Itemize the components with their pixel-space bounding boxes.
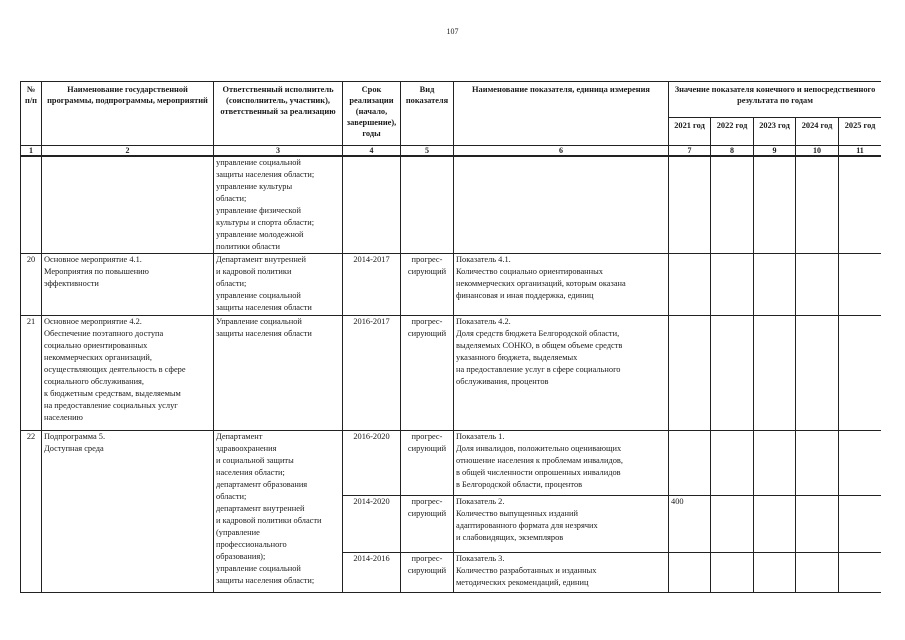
row-name	[42, 156, 214, 254]
row-name: Основное мероприятие 4.2. Обеспечение поэтапного доступа социально ориентированных некоммерческих организаций, осуществляющих деятельность в сфере социального обслуживания, к бюджетным средствам, выделяемым на предоставление социальных услуг населению	[42, 316, 214, 431]
row-value-2021	[669, 254, 711, 316]
row-num: 20	[21, 254, 42, 316]
column-number: 2	[42, 146, 214, 157]
row-indicator: Показатель 1. Доля инвалидов, положительно оценивающих отношение населения к проблемам инвалидов, в общей численности опрошенных инвалидов в Белгородской области, процентов	[454, 431, 669, 496]
row-indicator: Показатель 4.1. Количество социально ориентированных некоммерческих организаций, которым оказана финансовая и иная поддержка, единиц	[454, 254, 669, 316]
row-value-2022	[711, 156, 754, 254]
indicator-table-container	[20, 81, 881, 601]
row-value-2024	[796, 553, 839, 593]
row-type: прогрес- сирующий	[401, 254, 454, 316]
column-number: 11	[839, 146, 882, 157]
row-value-2022	[711, 431, 754, 496]
row-period: 2014-2016	[343, 553, 401, 593]
row-value-2023	[754, 496, 796, 553]
row-period: 2016-2020	[343, 431, 401, 496]
row-executor: Департамент внутренней и кадровой политики области; управление социальной защиты населения области	[214, 254, 343, 316]
row-executor: Управление социальной защиты населения области	[214, 316, 343, 431]
row-period: 2014-2017	[343, 254, 401, 316]
row-value-2021	[669, 316, 711, 431]
row-value-2023	[754, 553, 796, 593]
row-value-2025	[839, 156, 882, 254]
row-type: прогрес- сирующий	[401, 496, 454, 553]
row-value-2022	[711, 316, 754, 431]
header-period: Срок реализации (начало, завершение), годы	[343, 82, 401, 146]
row-value-2021	[669, 156, 711, 254]
row-value-2022	[711, 254, 754, 316]
header-indicator: Наименование показателя, единица измерения	[454, 82, 669, 146]
row-value-2024	[796, 254, 839, 316]
row-type: прогрес- сирующий	[401, 553, 454, 593]
row-value-2024	[796, 496, 839, 553]
page-number: 107	[446, 27, 459, 36]
row-name: Подпрограмма 5. Доступная среда	[42, 431, 214, 593]
header-num: № п/п	[21, 82, 42, 146]
header-year-2021: 2021 год	[669, 118, 711, 146]
row-indicator: Показатель 4.2. Доля средств бюджета Белгородской области, выделяемых СОНКО, в общем объеме средств указанного бюджета, выделяемых на предоставление услуг в сфере социального обслуживания, процентов	[454, 316, 669, 431]
row-value-2024	[796, 431, 839, 496]
header-type: Вид показателя	[401, 82, 454, 146]
header-year-2022: 2022 год	[711, 118, 754, 146]
row-num: 22	[21, 431, 42, 593]
row-indicator: Показатель 3. Количество разработанных и изданных методических рекомендаций, единиц	[454, 553, 669, 593]
row-value-2025	[839, 254, 882, 316]
header-name: Наименование государственной программы, подпрограммы, мероприятий	[42, 82, 214, 146]
table-row	[21, 156, 882, 254]
row-value-2023	[754, 156, 796, 254]
row-indicator: Показатель 2. Количество выпущенных изданий адаптированного формата для незрячих и слабовидящих, экземпляров	[454, 496, 669, 553]
row-executor: управление социальной защиты населения области; управление культуры области; управление физической культуры и спорта области; управление молодежной политики области	[214, 156, 343, 254]
row-type: прогрес- сирующий	[401, 316, 454, 431]
row-value-2024	[796, 156, 839, 254]
column-number: 4	[343, 146, 401, 157]
row-type	[401, 156, 454, 254]
row-value-2021	[669, 431, 711, 496]
column-number: 6	[454, 146, 669, 157]
row-value-2021: 400	[669, 496, 711, 553]
row-period: 2016-2017	[343, 316, 401, 431]
row-executor: Департамент здравоохранения и социальной защиты населения области; департамент образования области; департамент внутренней и кадровой политики области (управление профессионального образования); управление социальной защиты населения области;	[214, 431, 343, 593]
row-period: 2014-2020	[343, 496, 401, 553]
table-row	[21, 254, 882, 316]
row-type: прогрес- сирующий	[401, 431, 454, 496]
row-indicator	[454, 156, 669, 254]
row-name: Основное мероприятие 4.1. Мероприятия по повышению эффективности	[42, 254, 214, 316]
row-value-2025	[839, 496, 882, 553]
column-number: 5	[401, 146, 454, 157]
row-num	[21, 156, 42, 254]
row-num: 21	[21, 316, 42, 431]
header-values-group: Значение показателя конечного и непосредственного результата по годам	[669, 82, 882, 118]
table-row	[21, 431, 882, 496]
indicator-table	[20, 81, 881, 593]
header-year-2025: 2025 год	[839, 118, 882, 146]
header-year-2023: 2023 год	[754, 118, 796, 146]
row-value-2025	[839, 553, 882, 593]
column-number: 10	[796, 146, 839, 157]
table-row	[21, 316, 882, 431]
row-value-2022	[711, 553, 754, 593]
column-number: 7	[669, 146, 711, 157]
row-value-2023	[754, 316, 796, 431]
column-number: 1	[21, 146, 42, 157]
row-value-2021	[669, 553, 711, 593]
header-year-2024: 2024 год	[796, 118, 839, 146]
row-value-2023	[754, 254, 796, 316]
row-value-2022	[711, 496, 754, 553]
row-period	[343, 156, 401, 254]
row-value-2024	[796, 316, 839, 431]
header-executor: Ответственный исполнитель (соисполнитель, участник), ответственный за реализацию	[214, 82, 343, 146]
row-value-2025	[839, 316, 882, 431]
column-number: 3	[214, 146, 343, 157]
row-value-2025	[839, 431, 882, 496]
column-number: 9	[754, 146, 796, 157]
column-number: 8	[711, 146, 754, 157]
row-value-2023	[754, 431, 796, 496]
